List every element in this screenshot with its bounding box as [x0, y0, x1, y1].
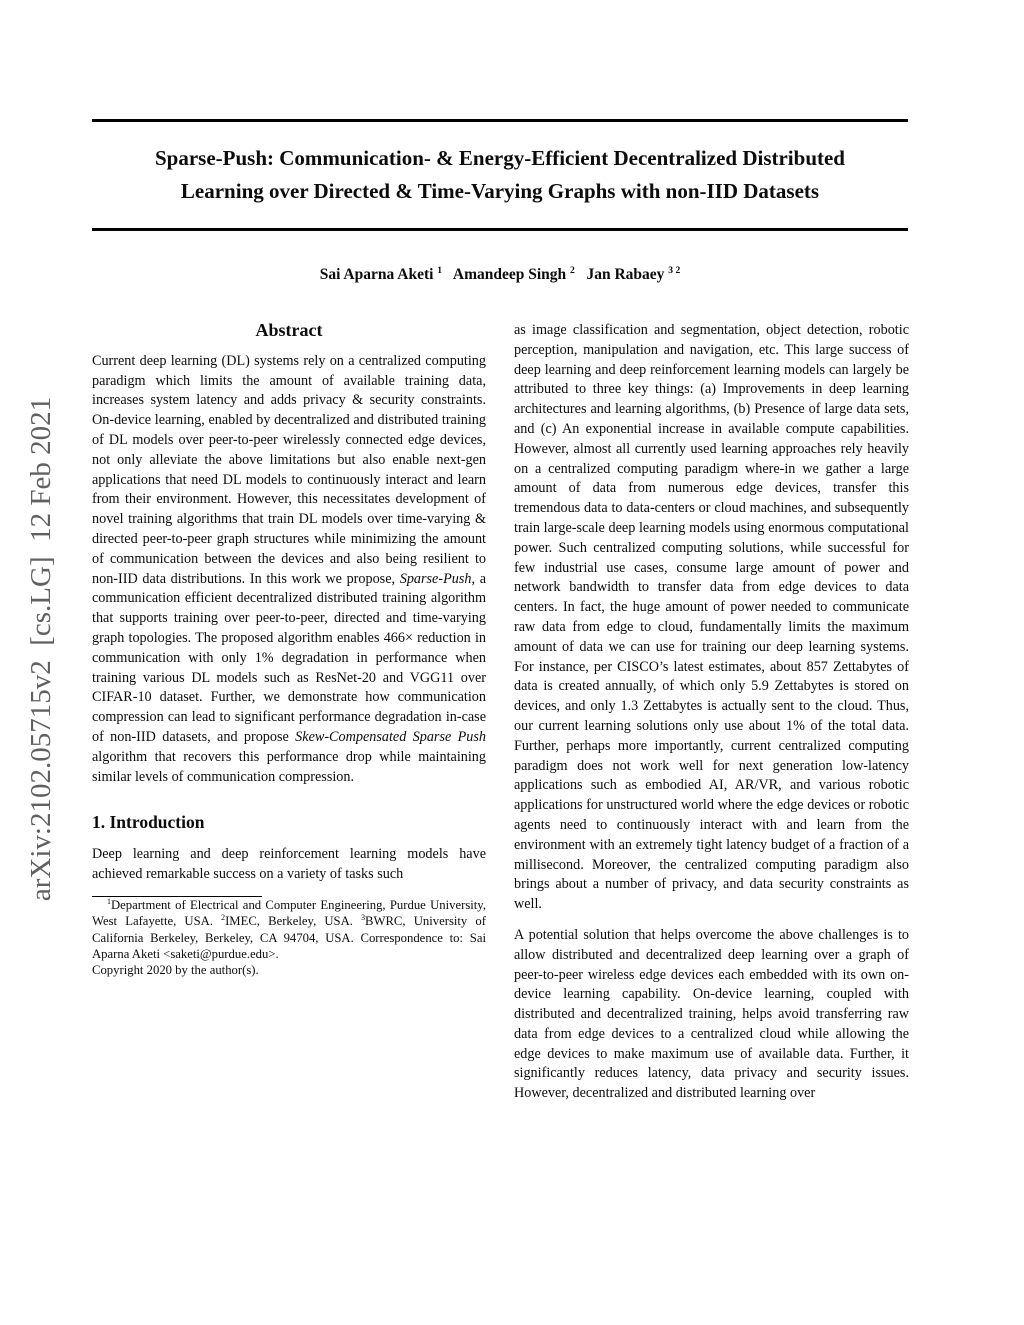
potential-solution-paragraph: A potential solution that helps overcome the above challenges is to allow distributed and decentralized deep learning over a graph of peer-to-peer wireless edge devices each embedded with its own on-device learning capability. On-device learning, coupled with distributed and decentralized training, helps avoid transferring raw data from edge devices to a centralized cloud while allowing the edge devices to make maximum use of available data. Further, it significantly reduces latency, data privacy and security issues. However, decentralized and distributed learning over — [514, 926, 909, 1102]
title-rule-bottom — [92, 228, 908, 231]
paper-title-line1: Sparse-Push: Communication- & Energy-Efficient Decentralized Distributed — [154, 146, 845, 170]
paper-title-line2: Learning over Directed & Time-Varying Graphs with non-IID Datasets — [180, 179, 820, 203]
title-rule-top — [92, 119, 908, 122]
introduction-heading: 1. Introduction — [92, 812, 205, 833]
authors-line: Sai Aparna Aketi $^1$ Amandeep Singh $^2$ Jan Rabaey $^{3 2}$ — [319, 264, 681, 283]
abstract-text: Current deep learning (DL) systems rely on a centralized computing paradigm which limits the amount of available training data, increases system latency and adds privacy & security constraints. On-device learning, enabled by decentralized and distributed training of DL models over peer-to-peer wirelessly connected edge devices, not only alleviate the above limitations but also enable next-gen applications that need DL models to continuously interact and learn from their environment. However, this necessitates development of novel training algorithms that train DL models over time-varying & directed peer-to-peer graph structures while minimizing the amount of communication between the devices and also being resilient to non-IID data distributions. In this work we propose, Sparse-Push, a communication efficient decentralized distributed training algorithm that supports training over peer-to-peer, directed and time-varying graph topologies. The proposed algorithm enables 466× reduction in communication with only 1% degradation in performance when training various DL models such as ResNet-20 and VGG11 over CIFAR-10 dataset. Further, we demonstrate how communication compression can lead to significant performance degradation in-case of non-IID datasets, and propose Skew-Compensated Sparse Push algorithm that recovers this performance drop while maintaining similar levels of communication compression. — [92, 352, 486, 785]
arxiv-sidebar-label: arXiv:2102.05715v2 [cs.LG] 12 Feb 2021 — [25, 396, 57, 902]
copyright-notice: Copyright 2020 by the author(s). — [92, 963, 259, 978]
left-column — [92, 321, 486, 979]
paper-title — [92, 142, 908, 208]
intro-continued-paragraph: as image classification and segmentation, object detection, robotic perception, manipulation and navigation, etc. This large success of deep learning and deep reinforcement learning models can largely be attributed to three key things: (a) Improvements in deep learning architectures and learning algorithms, (b) Presence of large data sets, and (c) An exponential increase in available compute capabilities. However, almost all currently used learning approaches rely heavily on a centralized computing paradigm where-in we gather a large amount of data from numerous edge devices, transfer this tremendous data to data-centers or cloud machines, and subsequently train large-scale deep learning models using enormous computational power. Such centralized computing solutions, while successful for few industrial use cases, consume large amount of power and network bandwidth to transfer data from edge devices to data centers. In fact, the huge amount of power needed to communicate raw data from edge to cloud, fundamentally limits the maximum amount of data we can use for training our deep learning systems. For instance, per CISCO’s latest estimates, about 857 Zettabytes of data is created annually, of which only 5.9 Zettabytes is stored on devices, and only 1.3 Zettabytes is actually sent to the cloud. Thus, our current learning solutions only use about 1% of the total data. Further, perhaps more importantly, current centralized computing paradigm does not work well for next generation low-latency applications such as embodied AI, AR/VR, and various robotic applications for unstructured world where the edge devices or robotic agents need to continuously interact with and learn from the environment with an extremely tight latency budget of a fraction of a millisecond. Moreover, the centralized computing paradigm also brings about a number of privacy, and data security constraints as well. — [514, 322, 909, 913]
abstract-heading: Abstract — [255, 320, 323, 340]
affiliations-footnote: $^1$Department of Electrical and Computer Engineering, Purdue University, West Lafayette, USA. $^2$IMEC, Berkeley, USA. $^3$BWRC, University of California Berkeley, Berkeley, CA 94704, USA. Correspondence to: Sai Aparna Aketi <saketi@purdue.edu>. — [92, 896, 486, 961]
right-column — [514, 321, 909, 1104]
introduction-paragraph: Deep learning and deep reinforcement learning models have achieved remarkable success on a variety of tasks such — [92, 846, 486, 882]
